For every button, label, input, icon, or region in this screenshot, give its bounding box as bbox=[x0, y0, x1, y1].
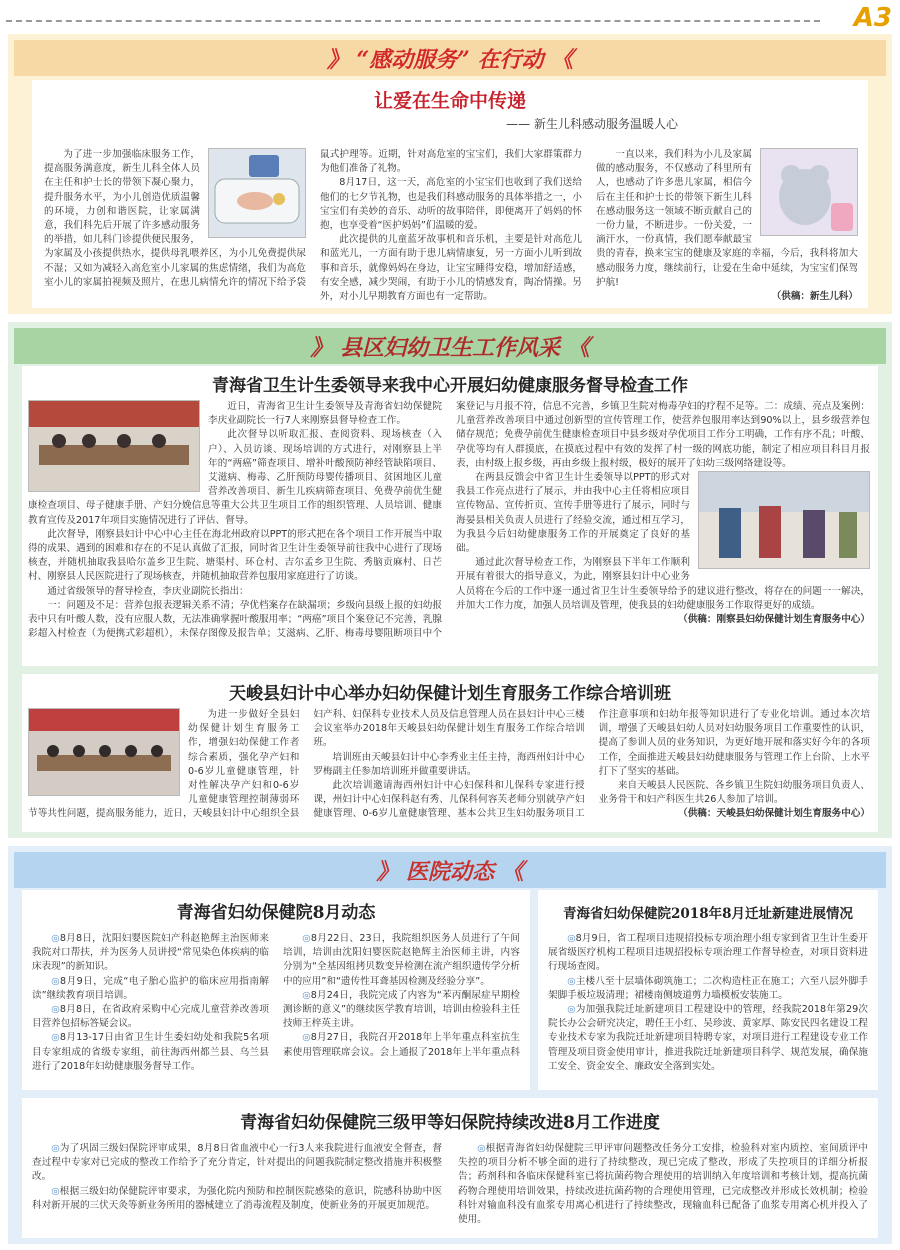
article-paragraph: 一：问题及不足：营养包报表逻辑关系不清；孕优档案存在缺漏项；乡级向县级上报的妇幼报表中只有叶酸人数，没有应服人数，无法准确掌握叶酸服用率；“两癌”项目个案登记不完善，乳腺彩超入村检查（为便携式彩超机），未保存图像及报告单；艾滋病、乙肝、梅毒母婴阻断项目中个案登记与月报不符，信息不完善，乡镇卫生院对梅毒孕妇的疗程不足等。二：成绩、亮点及案例：儿童营养改善项目中通过创新型的宣传管理工作，使营养包服用率达到90%以上，县乡级营养包储存规范；免费孕前优生健康检查项目中县乡级对孕优项目工作分工明确，工作有序不乱；叶酸、孕优等均有人群摸底，在摸底过程中有效的发挥了村一级的网底功能，制定了相应项目科目月报表，由村级上报乡级，再由乡级上报村级，极好的展开了妇幼三级网络建设等。 bbox=[28, 401, 870, 640]
list-item: ◎根据青海省妇幼保健院三甲评审问题整改任务分工安排，检验科对室内质控、室间质评中失控的项目分析不够全面的进行了持续整改，现已完成了整改，形成了失控项目的详细分析报告；药剂科和各临床保健科室已将抗菌药物合理使用的培训纳入年度培训和考核计划，提高抗菌药物合理使用培训效果，持续改进抗菌药物的合理使用管理，已完成整改并形成长效机制；检验科针对输血科没有血浆专用离心机进行了持续整改，现输血科已配备了血浆专用离心机并投入了使用。 bbox=[458, 1143, 868, 1226]
list-item: ◎8月8日，沈阳妇婴医院妇产科赵艳辉主治医师来我院对口帮扶，并为医务人员讲授“常见染色体疾病的临床表现”的新知识。 bbox=[32, 933, 269, 973]
article-body bbox=[32, 932, 520, 1086]
article-paragraph: 此次培训邀请海西州妇计中心妇保科和儿保科专家进行授课，州妇计中心妇保科赵有秀、儿保科何容芙老师分别就孕产妇健康管理、0-6岁儿童健康管理、基本公共卫生妇幼服务项目工作注意事项和妇幼年报等知识进行了专业化培训。通过本次培训，增强了天峻县妇幼人员对妇幼服务项目工作重要性的认识，提高了参训人员的业务知识，为更好地开展和落实好今年的各项工作，全面推进天峻县妇幼健康服务与管理工作上台阶、上水平打下了坚实的基础。 bbox=[313, 709, 870, 820]
list-item: ◎8月27日，我院召开2018年上半年重点科室抗生素使用管理联席会议。会上通报了2018年上半年重点科 bbox=[283, 1032, 520, 1058]
list-item: ◎根据三级妇幼保健院评审要求，为强化院内预防和控制医院感染的意识，院感科协助中医科对新开展的三伏天灸等新业务所用的器械建立了消毒流程及制度，使新业务的开展更加规范。 bbox=[32, 1185, 443, 1211]
article-body bbox=[548, 932, 868, 1086]
bullet-icon: ◎ bbox=[567, 975, 576, 987]
article-body bbox=[32, 1142, 868, 1236]
article-paragraph: 此次提供的儿童蓝牙故事机和音乐机，主要是针对高危儿和蓝光儿，一方面有助于患儿病情康复，另一方面小儿听到故事和音乐，就像妈妈在身边，让宝宝睡得安稳，增加舒适感，有安全感，减少哭闹，有助于小儿的情感发育，陶冶情操。另外，对小儿早期教育方面也有一定帮助。 bbox=[320, 234, 582, 303]
list-item: ◎主楼八至十层墙体砌筑施工；二次构造柱正在施工；六至八层外脚手架脚手板垃圾清理；裙楼南侧坡道剪力墙模板安装施工。 bbox=[548, 975, 868, 1001]
bullet-icon: ◎ bbox=[51, 1032, 60, 1044]
article-title: 青海省妇幼保健院2018年8月迁址新建进展情况 bbox=[563, 906, 853, 922]
article-title: 青海省卫生计生委领导来我中心开展妇幼健康服务督导检查工作 bbox=[212, 376, 688, 396]
newborn-incubator-photo bbox=[208, 148, 306, 238]
article-credit: （供稿：天峻县妇幼保健计划生育服务中心） bbox=[678, 808, 870, 820]
village-visit-photo bbox=[698, 471, 870, 569]
list-item: ◎8月9日，完成“电子胎心监护的临床应用指南解读”继续教育项目培训。 bbox=[32, 975, 269, 1001]
bullet-icon: ◎ bbox=[51, 1143, 60, 1154]
bullet-icon: ◎ bbox=[302, 989, 311, 1001]
section-banner: 》 县区妇幼卫生工作风采 《 bbox=[14, 328, 886, 364]
article-body bbox=[44, 148, 858, 308]
section-banner: 》 “感动服务” 在行动 《 bbox=[14, 40, 886, 76]
bullet-icon: ◎ bbox=[51, 1185, 60, 1197]
article-title: 让爱在生命中传递 bbox=[373, 90, 526, 112]
article-paragraph: 近日，青海省卫生计生委领导及青海省妇幼保健院李庆业副院长一行7人来刚察县督导检查工作。 bbox=[208, 401, 442, 427]
article-title: 天峻县妇计中心举办妇幼保健计划生育服务工作综合培训班 bbox=[229, 684, 671, 704]
article-panel bbox=[538, 890, 878, 1090]
article-title: 青海省妇幼保健院8月动态 bbox=[176, 903, 376, 923]
training-class-photo bbox=[28, 708, 180, 796]
bullet-icon: ◎ bbox=[51, 1004, 60, 1016]
list-item: ◎8月9日，省工程项目违规招投标专项治理小组专家到省卫生计生委开展省级医疗机构工程项目违规招投标专项治理工作督导检查，对项目资料进行现场查阅。 bbox=[548, 933, 868, 973]
list-item: ◎8月22日、23日，我院组织医务人员进行了午间培训，培训由沈阳妇婴医院赵艳辉主治医师主讲，内容分别为“全基因组拷贝数变异检测在流产组织遗传学分析中的应用”和“遗传性耳聋基因检测及经验分享”。 bbox=[283, 933, 520, 987]
article-subtitle: —— 新生儿科感动服务温暖人心 bbox=[506, 117, 678, 131]
story-machine-photo bbox=[760, 148, 858, 236]
bullet-icon: ◎ bbox=[302, 933, 311, 944]
article-paragraph: 为进一步做好全县妇幼保健计划生育服务工作，增强妇幼保健工作者综合素质，强化孕产妇和0-6岁儿童健康管理，针对性解决孕产妇和0-6岁儿童健康管理控制薄弱环节等共性问题，提高服务能力，近日，天峻县妇计中心组织全县妇产科、妇保科专业技术人员及信息管理人员在县妇计中心三楼会议室举办2018年天峻县妇幼保健计划生育服务工作综合培训班。 bbox=[28, 709, 585, 820]
section-touching-service bbox=[8, 34, 892, 314]
bullet-icon: ◎ bbox=[567, 1004, 576, 1016]
article-body bbox=[28, 708, 870, 830]
article-paragraph: 此次督导，刚察县妇计中心中心主任在海北州政府以PPT的形式把在各个项目工作开展当中取得的成果、遇到的困难和存在的不足认真做了汇报，同时省卫生计生委领导前往我中心进行了现场核查，并随机抽取我县哈尔盖乡卫生院、塘渠村、环仓村、吉尔孟乡卫生院、秀脑贡麻村、日芒村、刚察县人民医院进行了现场核查，并随机抽取营养包服用家庭进行了访谈。 bbox=[28, 528, 442, 583]
inspection-meeting-photo bbox=[28, 400, 200, 492]
article-panel bbox=[22, 674, 878, 832]
list-item: ◎8月24日，我院完成了内容为“苯丙酮尿症早期检测诊断的意义”的继续医学教育培训，培训由检验科主任技师王梓英主讲。 bbox=[283, 989, 520, 1030]
list-item: ◎8月8日，在省政府采购中心完成儿童营养改善项目营养包招标答疑会议。 bbox=[32, 1004, 269, 1030]
article-paragraph: 培训班由天峻县妇计中心李秀业主任主持，海西州妇计中心罗梅副主任参加培训班并做重要讲话。 bbox=[313, 751, 585, 777]
article-title: 青海省妇幼保健院三级甲等妇保院持续改进8月工作进度 bbox=[240, 1113, 660, 1133]
article-panel bbox=[22, 366, 878, 666]
bullet-icon: ◎ bbox=[477, 1143, 486, 1154]
list-item: ◎8月13-17日由省卫生计生委妇幼处和我院5名项目专家组成的省级专家组，前往海西州都兰县、乌兰县进行了2018年妇幼健康服务督导工作。 bbox=[32, 1032, 269, 1072]
article-paragraph: 8月17日，这一天，高危室的小宝宝们也收到了我们送给他们的七夕节礼物，也是我们科感动服务的具体举措之一，小宝宝们有美妙的音乐、动听的故事陪伴，即便离开了妈妈的怀抱，也享受着“医护妈妈”们温暖的爱。 bbox=[320, 177, 582, 232]
section-hospital-news bbox=[8, 846, 892, 1244]
article-panel bbox=[22, 890, 530, 1090]
article-body bbox=[28, 400, 870, 662]
article-paragraph: 此次督导以听取汇报、查阅资料、现场核查（入户）、入员访谈、现场培训的方式进行，对刚察县上半年的“两癌”筛查项目、增补叶酸预防神经管缺陷项目、艾滋病、梅毒、乙肝预防母婴传播项目、贫困地区儿童营养改善项目、新生儿疾病筛查项目、免费孕前优生健康检查项目、母子健康手册、产妇分娩信息等重大公共卫生项目工作的组织管理、人员培训、健康教育宣传及2017年项目实施情况进行了评估、督导。 bbox=[28, 429, 442, 526]
article-credit: （供稿：刚察县妇幼保健计划生育服务中心） bbox=[678, 614, 870, 626]
article-paragraph: 通过省级领导的督导检查，李庆业副院长指出： bbox=[47, 585, 249, 597]
article-panel bbox=[22, 1098, 878, 1238]
section-banner: 》 医院动态 《 bbox=[14, 852, 886, 888]
article-credit: （供稿：新生儿科） bbox=[771, 291, 858, 303]
section-county-mch bbox=[8, 322, 892, 838]
bullet-icon: ◎ bbox=[567, 933, 576, 944]
bullet-icon: ◎ bbox=[51, 975, 61, 987]
article-paragraph: 来自天峻县人民医院、各乡镇卫生院妇幼服务项目负责人、业务骨干和妇产科医生共26人参加了培训。 bbox=[598, 780, 870, 806]
top-dashed-rule bbox=[6, 20, 820, 22]
article-paragraph: 在两县反馈会中省卫生计生委领导以PPT的形式对我县工作亮点进行了展示，并由我中心主任将相应项目宣传物品、宣传折页、宣传手册等进行了展示，同时与海晏县相关负责人员进行了经验交流，通过相互学习，为我县今后妇幼健康服务工作的开展奠定了良好的基础。 bbox=[456, 472, 690, 555]
bullet-icon: ◎ bbox=[51, 933, 60, 944]
article-paragraph: 为了进一步加强临床服务工作，提高服务满意度，新生儿科全体人员在主任和护士长的带领下凝心聚力，提升服务水平，为小儿创造优质温馨的环境，力创和谐医院，让家属满意，我们科先后开展了许多感动服务的举措，如儿科门诊提供便民服务，为家属及小孩提供热水，提供母乳喂养区，为小儿免费提供尿不湿；又如为减轻入高危室小儿家属的焦虑情绪，我们为高危室小儿的家属拍视频及照片，在患儿病情允许的情况下给予袋鼠式护理等。近期，针对高危室的宝宝们，我们大家群策群力为他们准备了礼物。 bbox=[44, 149, 582, 288]
article-paragraph: 一直以来，我们科为小儿及家属做的感动服务，不仅感动了科里所有人，也感动了许多患儿家属，相信今后在主任和护士长的带领下新生儿科在感动服务这一领域不断贡献自己的一份力量，不断进步。一份关爱，一滴汗水，一份真情，我们愿奉献最宝贵的青春，换来宝宝的健康及家庭的幸福，今后，我科将加大感动服务力度，继续前行，让爱在生命中延续，为宝宝们保驾护航! bbox=[596, 149, 858, 288]
article-paragraph: 通过此次督导检查工作，为刚察县下半年工作顺利开展有着很大的指导意义，为此，刚察县妇计中心业务人员将在今后的工作中逐一通过省卫生计生委领导给予的建议进行整改，将存在的问题一一解决，并加大工作力度，加强人员培训及管理，使我县的妇幼健康服务工作取得更好的成绩。 bbox=[456, 557, 870, 611]
article-panel bbox=[32, 80, 868, 308]
page-number: A3 bbox=[853, 3, 892, 33]
bullet-icon: ◎ bbox=[302, 1032, 311, 1044]
list-item: ◎为加强我院迁址新建项目工程建设中的管理，经我院2018年第29次院长办公会研究决定，聘任王小红、吴珍波、黄家厚、陈安民四名建设工程专业技术专家为我院迁址新建项目特聘专家，对项目进行工程建设专业工作管理及项目资金使用审计，推进我院迁址新建项目科学、规范发展，确保施工安全、资金安全、廉政安全落到实处。 bbox=[548, 1004, 868, 1072]
list-item: ◎为了巩固三级妇保院评审成果，8月8日省血液中心一行3人来我院进行血液安全督查，督查过程中专家对已完成的整改工作给予了充分肯定，针对提出的问题我院制定整改措施并积极整改。 bbox=[32, 1143, 443, 1183]
